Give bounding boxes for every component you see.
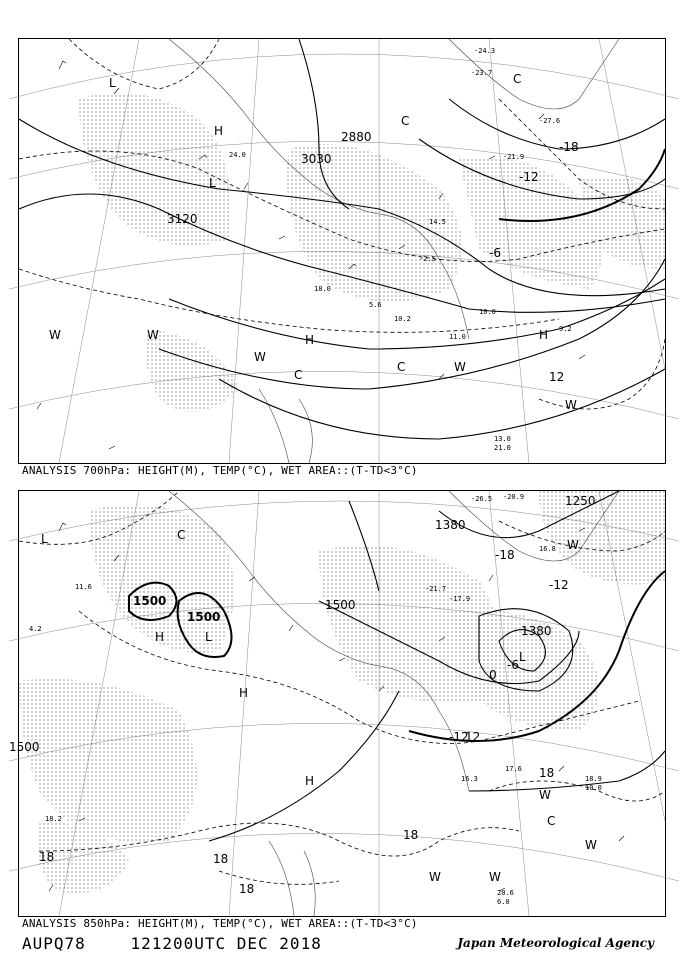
isotherm-label: 18 — [213, 852, 229, 866]
caption-850hpa: ANALYSIS 850hPa: HEIGHT(M), TEMP(°C), WET AREA::(T-TD<3°C) — [22, 917, 418, 930]
isotherm-label: -12 — [449, 730, 469, 744]
station-value: 10.2 — [394, 315, 411, 323]
center-c: C — [547, 814, 556, 828]
station-value: 14.5 — [429, 218, 446, 226]
center-w: W — [254, 350, 266, 364]
contour-label-2880: 2880 — [341, 130, 372, 144]
valid-time: 121200UTC DEC 2018 — [130, 934, 322, 953]
isotherm-label: -6 — [489, 246, 501, 260]
contour-label-1500: 1500 — [187, 610, 221, 624]
contour-label-1380: 1380 — [435, 518, 466, 532]
station-value: -17.9 — [449, 595, 471, 603]
station-value: -24.3 — [474, 47, 496, 55]
map-panel-850hpa[interactable] — [9, 490, 666, 917]
station-value: 16.8 — [539, 545, 556, 553]
center-w: W — [565, 398, 577, 412]
contour-label-3030: 3030 — [301, 152, 332, 166]
station-value: 10.0 — [479, 308, 496, 316]
center-w: W — [567, 538, 579, 552]
center-w: W — [49, 328, 61, 342]
isotherm-label: 18 — [539, 766, 555, 780]
center-h: H — [155, 630, 165, 644]
station-value: -23.7 — [471, 69, 493, 77]
station-value: -27.6 — [539, 117, 561, 125]
contour-label-1500: 1500 — [325, 598, 356, 612]
isotherm-label: -12 — [549, 578, 569, 592]
contour-label-1250: 1250 — [565, 494, 596, 508]
station-value: -21.9 — [503, 153, 525, 161]
isotherm-label: 18 — [39, 850, 55, 864]
isotherm-label: -6 — [507, 658, 519, 672]
center-l: L — [209, 176, 216, 190]
chart-code: AUPQ78 — [22, 934, 86, 953]
center-w: W — [454, 360, 466, 374]
station-value: 4.2 — [29, 625, 42, 633]
chart-footer — [22, 934, 322, 953]
center-w: W — [147, 328, 159, 342]
isotherm-label: 12 — [465, 730, 481, 744]
contour-label-1380: 1380 — [521, 624, 552, 638]
center-c: C — [401, 114, 410, 128]
station-value: 9.2 — [559, 325, 572, 333]
center-w: W — [489, 870, 501, 884]
station-value: 10.0 — [585, 784, 602, 792]
contour-label-1500: 1500 — [133, 594, 167, 608]
station-value: -20.9 — [503, 493, 525, 501]
isotherm-label: 0 — [489, 668, 497, 682]
center-h: H — [305, 333, 315, 347]
center-l: L — [41, 532, 48, 546]
map-850hpa — [9, 491, 665, 916]
map-panel-700hpa[interactable] — [18, 38, 666, 464]
station-value: 11.6 — [75, 583, 92, 591]
center-w: W — [539, 788, 551, 802]
agency-credit: Japan Meteorological Agency — [457, 936, 654, 950]
station-value: -21.7 — [425, 585, 447, 593]
station-value: 13.0 — [494, 435, 511, 443]
isotherm-label: 12 — [549, 370, 565, 384]
center-c: C — [513, 72, 522, 86]
isotherm-label: -12 — [519, 170, 539, 184]
center-h: H — [239, 686, 249, 700]
isotherm-label: -18 — [559, 140, 579, 154]
contour-label-1500: 1500 — [9, 740, 40, 754]
station-value: 21.0 — [494, 444, 511, 452]
center-l: L — [519, 650, 526, 664]
station-value: 18.0 — [314, 285, 331, 293]
caption-700hpa: ANALYSIS 700hPa: HEIGHT(M), TEMP(°C), WET AREA::(T-TD<3°C) — [22, 464, 418, 477]
center-c: C — [177, 528, 186, 542]
center-h: H — [539, 328, 549, 342]
isotherm-label: 18 — [239, 882, 255, 896]
center-w: W — [585, 838, 597, 852]
station-value: 18.2 — [45, 815, 62, 823]
isotherm-label: -18 — [495, 548, 515, 562]
station-value: 20.6 — [497, 889, 514, 897]
center-h: H — [305, 774, 315, 788]
station-value: 17.6 — [505, 765, 522, 773]
center-c: C — [397, 360, 406, 374]
contour-label-3120: 3120 — [167, 212, 198, 226]
station-value: 16.3 — [461, 775, 478, 783]
station-value: -2.5 — [419, 255, 436, 263]
station-value: 6.0 — [497, 898, 510, 906]
station-value: -26.5 — [471, 495, 493, 503]
station-value: 5.6 — [369, 301, 382, 309]
center-h: H — [214, 124, 224, 138]
center-l: L — [109, 76, 116, 90]
station-value: 18.9 — [585, 775, 602, 783]
station-value: 24.0 — [229, 151, 246, 159]
center-c: C — [294, 368, 303, 382]
center-w: W — [429, 870, 441, 884]
map-700hpa — [19, 39, 665, 463]
center-l: L — [205, 630, 212, 644]
isotherm-label: 18 — [403, 828, 419, 842]
station-value: 11.0 — [449, 333, 466, 341]
